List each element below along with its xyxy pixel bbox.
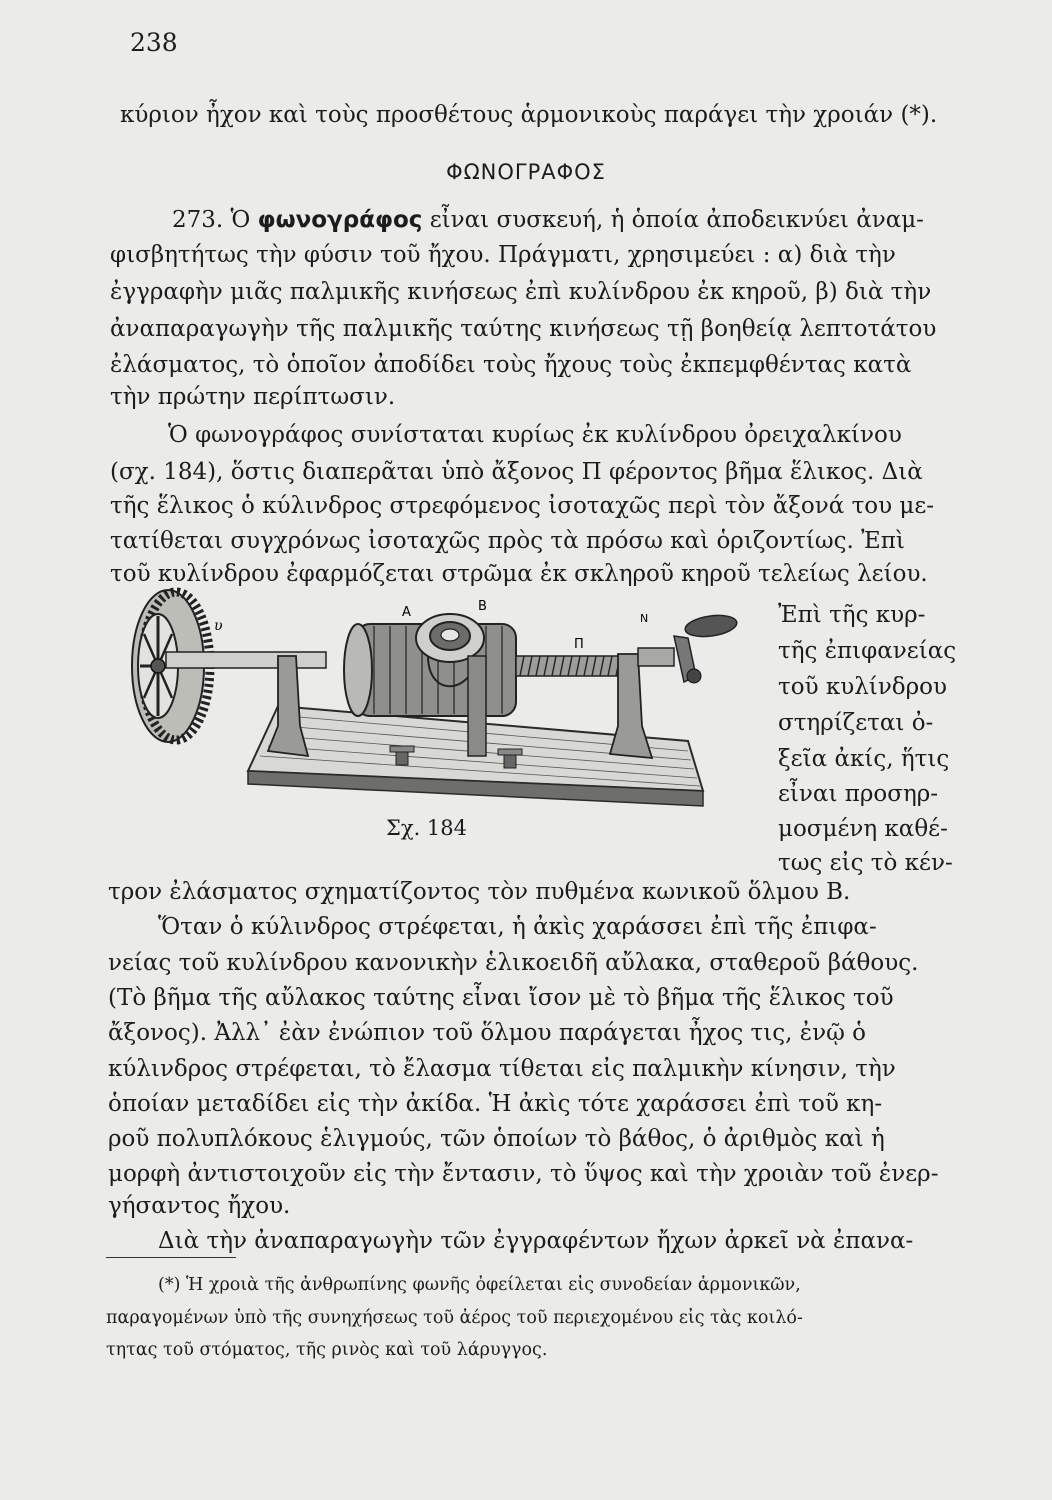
footnote-rule	[106, 1257, 236, 1258]
left-support	[268, 656, 308, 756]
side-line: Ἐπὶ τῆς κυρ-	[778, 602, 926, 628]
side-line: στηρίζεται ὀ-	[778, 710, 934, 736]
side-line: τῆς ἐπιφανείας	[778, 638, 957, 664]
label-p: Π	[574, 637, 584, 652]
side-line: ξεῖα ἀκίς, ἥτις	[778, 746, 950, 772]
footnote-line: τητας τοῦ στόματος, τῆς ρινὸς καὶ τοῦ λάρυγγος.	[106, 1340, 548, 1360]
para1-first-line	[172, 205, 924, 235]
para4-line: Διὰ τὴν ἀναπαραγωγὴν τῶν ἐγγραφέντων ἤχων ἀρκεῖ νὰ ἐπανα-	[158, 1228, 914, 1254]
para1-line: ἐλάσματος, τὸ ὁποῖον ἀποδίδει τοὺς ἤχους τοὺς ἐκπεμφθέντας κατὰ	[110, 352, 912, 378]
para1-line: φισβητήτως τὴν φύσιν τοῦ ἤχου. Πράγματι, χρησιμεύει : α) διὰ τὴν	[110, 242, 896, 268]
para3-line: κύλινδρος στρέφεται, τὸ ἔλασμα τίθεται εἰς παλμικὴν κίνησιν, τὴν	[108, 1056, 896, 1082]
label-a: A	[402, 605, 411, 620]
side-line: τως εἰς τὸ κέν-	[778, 850, 953, 876]
para1-line1-rest: εἶναι συσκευή, ἡ ὁποία ἀποδεικνύει ἀναμ-	[422, 207, 924, 233]
para3-line: νείας τοῦ κυλίνδρου κανονικὴν ἑλικοειδῆ αὔλακα, σταθεροῦ βάθους.	[108, 950, 919, 976]
page-number: 238	[130, 28, 178, 57]
para3-line: (Τὸ βῆμα τῆς αὔλακος ταύτης εἶναι ἴσον μὲ τὸ βῆμα τῆς ἕλικος τοῦ	[108, 985, 894, 1011]
para2-line: τῆς ἕλικος ὁ κύλινδρος στρεφόμενος ἰσοταχῶς περὶ τὸν ἄξονά του με-	[110, 493, 935, 519]
para2-end-line: τρον ἐλάσματος σχηματίζοντος τὸν πυθμένα κωνικοῦ ὅλμου Β.	[108, 879, 851, 905]
intro-line: κύριον ἦχον καὶ τοὺς προσθέτους ἁρμονικοὺς παράγει τὴν χροιάν (*).	[120, 102, 938, 128]
label-u: υ	[214, 618, 223, 634]
footnote-line: (*) Ἡ χροιὰ τῆς ἀνθρωπίνης φωνῆς ὀφείλεται εἰς συνοδείαν ἁρμονικῶν,	[158, 1275, 801, 1295]
para2-line: (σχ. 184), ὅστις διαπερᾶται ὑπὸ ἄξονος Π φέροντος βῆμα ἕλικος. Διὰ	[110, 459, 923, 485]
para1-line: ἀναπαραγωγὴν τῆς παλμικῆς ταύτης κινήσεως τῇ βοηθείᾳ λεπτοτάτου	[110, 316, 937, 342]
side-line: τοῦ κυλίνδρου	[778, 674, 947, 700]
para2-line: τοῦ κυλίνδρου ἐφαρμόζεται στρῶμα ἐκ σκληροῦ κηροῦ τελείως λείου.	[110, 561, 928, 587]
crank-handle	[638, 612, 738, 683]
para3-line: μορφὴ ἀντιστοιχοῦν εἰς τὴν ἔντασιν, τὸ ὕψος καὶ τὴν χροιὰν τοῦ ἐνερ-	[108, 1161, 939, 1187]
para1-prefix: Ὁ	[223, 207, 258, 233]
para2-line: Ὁ φωνογράφος συνίσταται κυρίως ἐκ κυλίνδρου ὀρειχαλκίνου	[168, 422, 902, 448]
para3-line: Ὅταν ὁ κύλινδρος στρέφεται, ἡ ἀκὶς χαράσσει ἐπὶ τῆς ἐπιφα-	[158, 914, 877, 940]
label-n: Ν	[640, 612, 649, 625]
term-phonograph: φωνογράφος	[257, 207, 423, 233]
side-line: μοσμένη καθέ-	[778, 816, 948, 842]
para3-line: ροῦ πολυπλόκους ἑλιγμούς, τῶν ὁποίων τὸ βάθος, ὁ ἀριθμὸς καὶ ἡ	[108, 1126, 885, 1152]
phonograph-figure	[128, 586, 758, 816]
shaft	[166, 652, 326, 668]
para2-line: τατίθεται συγχρόνως ἰσοταχῶς πρὸς τὰ πρόσω καὶ ὁριζοντίως. Ἐπὶ	[110, 528, 905, 554]
side-line: εἶναι προσηρ-	[778, 781, 939, 807]
para3-line: ὁποίαν μεταδίδει εἰς τὴν ἀκίδα. Ἡ ἀκὶς τότε χαράσσει ἐπὶ τοῦ κη-	[108, 1091, 883, 1117]
footnote-line: παραγομένων ὑπὸ τῆς συνηχήσεως τοῦ ἀέρος τοῦ περιεχομένου εἰς τὰς κοιλό-	[106, 1308, 803, 1328]
para3-line: γήσαντος ἤχου.	[108, 1193, 291, 1219]
para1-line: ἐγγραφὴν μιᾶς παλμικῆς κινήσεως ἐπὶ κυλίνδρου ἐκ κηροῦ, β) διὰ τὴν	[110, 279, 932, 305]
figure-caption: Σχ. 184	[386, 816, 468, 840]
para3-line: ἄξονος). Ἀλλ᾽ ἐὰν ἐνώπιον τοῦ ὅλμου παράγεται ἦχος τις, ἐνῷ ὁ	[108, 1020, 867, 1046]
section-heading: ΦΩΝΟΓΡΑΦΟΣ	[446, 160, 606, 184]
label-b: B	[478, 599, 487, 614]
para1-line: τὴν πρώτην περίπτωσιν.	[110, 384, 396, 410]
para-number: 273.	[172, 207, 224, 233]
